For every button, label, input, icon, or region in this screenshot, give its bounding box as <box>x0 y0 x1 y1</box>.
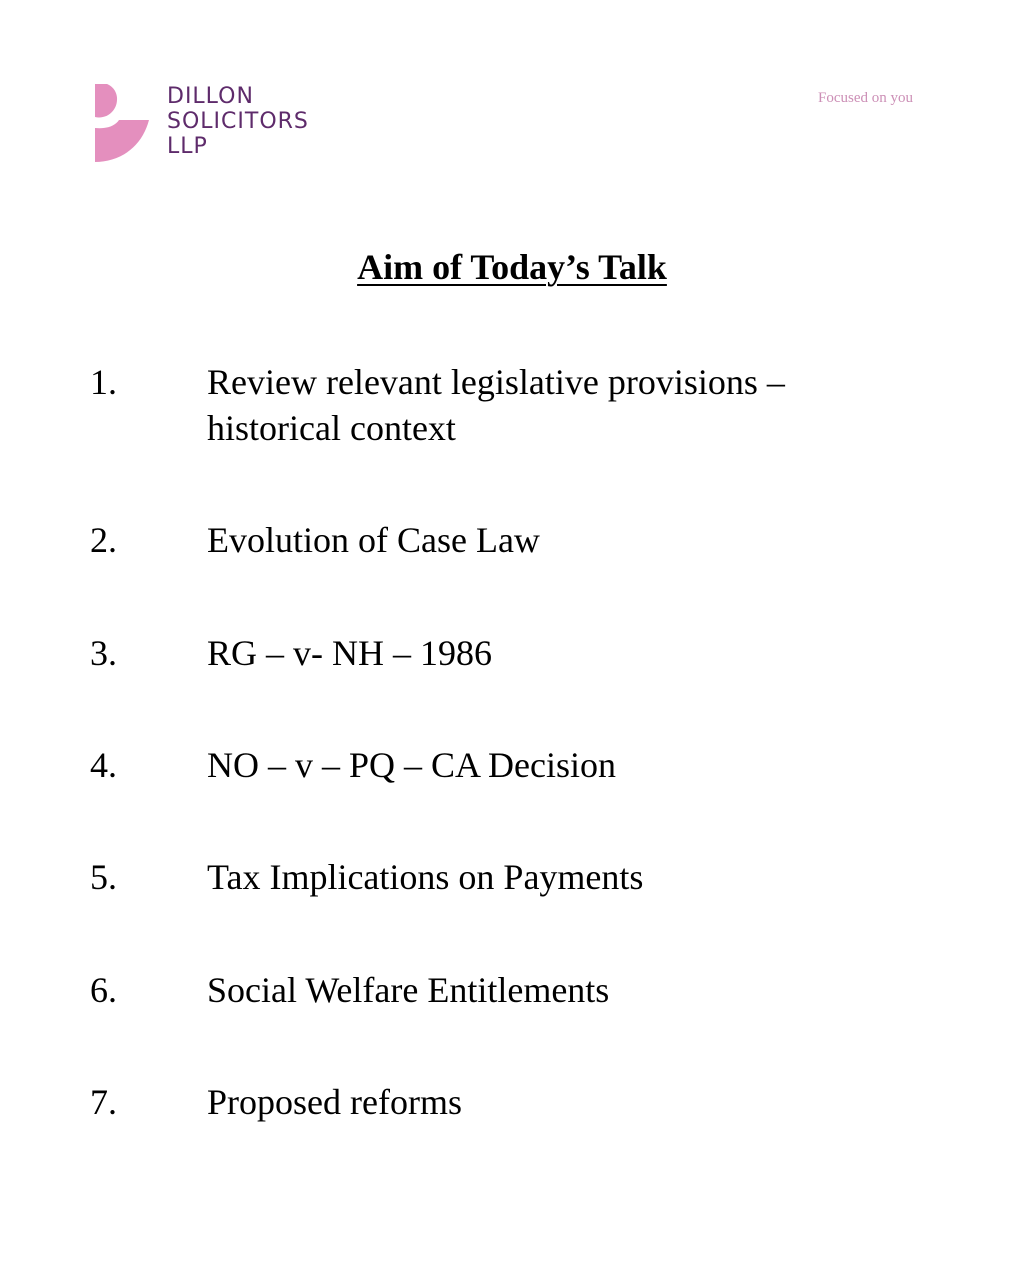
logo-wordmark <box>167 84 309 159</box>
logo-mark-icon <box>95 84 151 162</box>
agenda-item-number: 1. <box>90 362 117 402</box>
tagline: Focused on you <box>818 90 913 106</box>
logo-line-2: SOLICITORS <box>167 109 309 134</box>
agenda-item-text: RG – v- NH – 1986 <box>207 633 492 673</box>
agenda-item-number: 6. <box>90 970 117 1010</box>
logo-line-3: LLP <box>167 134 208 159</box>
agenda-item-text: Tax Implications on Payments <box>207 857 644 897</box>
company-logo <box>95 84 355 164</box>
agenda-item-text: Review relevant legislative provisions – historical context <box>207 362 785 448</box>
page-title-text: Aim of Today’s Talk <box>357 247 667 287</box>
agenda-item-number: 3. <box>90 633 117 673</box>
agenda-item-text: NO – v – PQ – CA Decision <box>207 745 617 785</box>
agenda-item-number: 7. <box>90 1082 117 1122</box>
agenda-item-text: Evolution of Case Law <box>207 520 540 560</box>
agenda-item-number: 5. <box>90 857 117 897</box>
logo-line-1: DILLON <box>167 84 254 109</box>
agenda-item-number: 4. <box>90 745 117 785</box>
page-title <box>0 246 1024 288</box>
agenda-item-number: 2. <box>90 520 117 560</box>
agenda-item-text: Social Welfare Entitlements <box>207 970 610 1010</box>
agenda-item-text: Proposed reforms <box>207 1082 462 1122</box>
